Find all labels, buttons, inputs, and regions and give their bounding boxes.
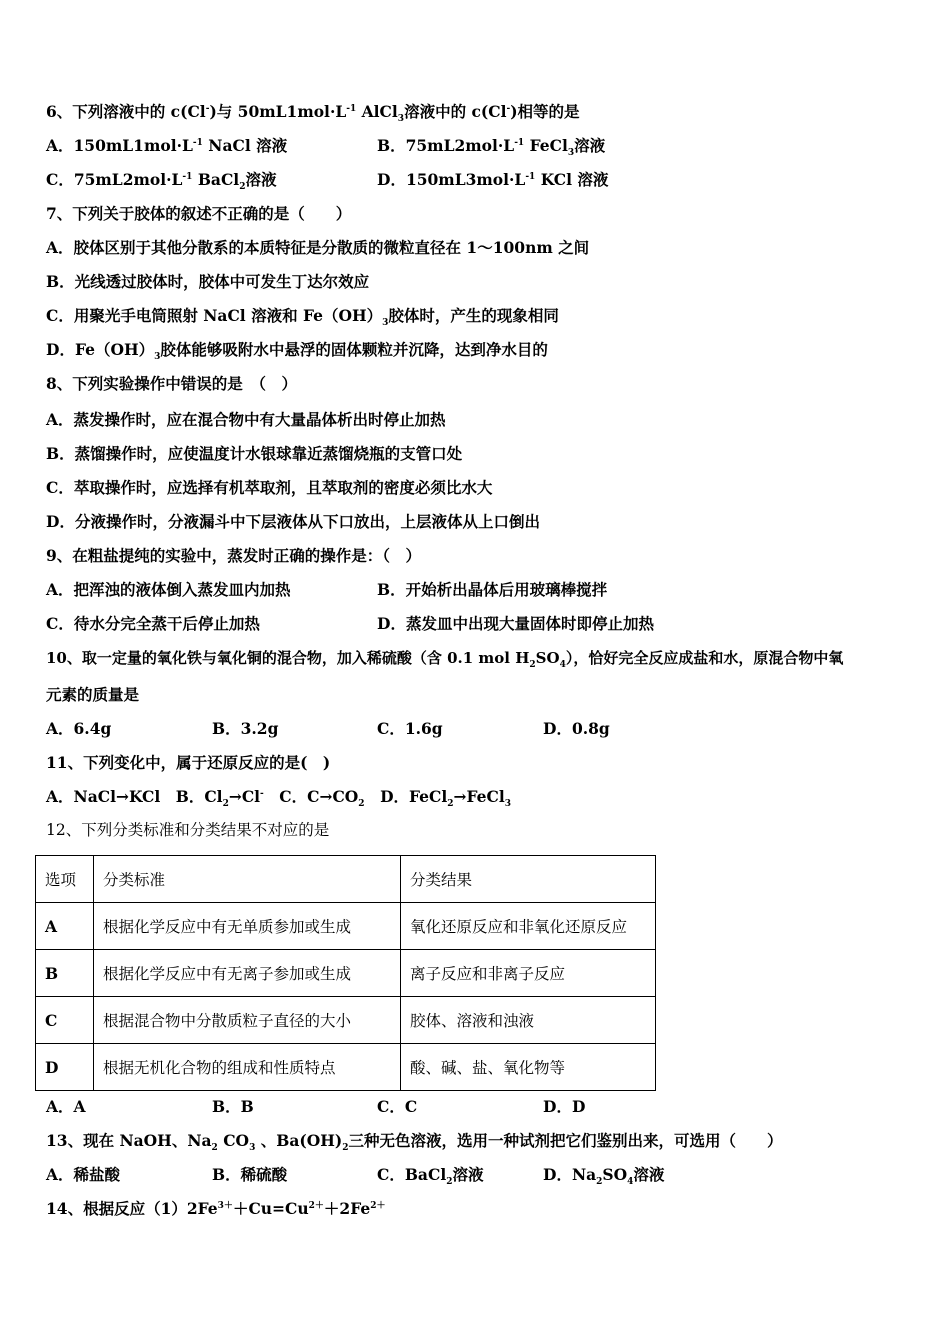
q6-option-a: A．$150mL1mol\cdot L^{-1}$ NaCl 溶液	[46, 136, 288, 155]
q13-option-d: D．$Na_2SO_4$溶液	[543, 1165, 665, 1188]
table-row	[36, 1044, 656, 1091]
q12-stem: 12、下列分类标准和分类结果不对应的是	[46, 821, 330, 839]
q9-option-b: B．开始析出晶体后用玻璃棒搅拌	[377, 580, 608, 599]
q10-option-b: B．3.2g	[212, 719, 279, 738]
q8-option-c: C．萃取操作时，应选择有机萃取剂，且萃取剂的密度必须比水大	[46, 478, 493, 497]
q8-option-b: B．蒸馏操作时，应使温度计水银球靠近蒸馏烧瓶的支管口处	[46, 444, 463, 463]
q12-option-d: D．D	[543, 1097, 586, 1116]
table-header-cell: 选项	[36, 856, 94, 903]
q6-option-b: B．$75mL2mol\cdot L^{-1}$ FeCl$_3$溶液	[377, 136, 606, 159]
q8-stem: 8、下列实验操作中错误的是 （ ）	[46, 374, 298, 393]
q8-option-d: D．分液操作时，分液漏斗中下层液体从下口放出，上层液体从上口倒出	[46, 512, 540, 531]
table-cell: C	[36, 997, 94, 1044]
q12-option-b: B．B	[212, 1097, 254, 1116]
q13-option-c: C．BaCl$_2$溶液	[377, 1165, 484, 1188]
table-cell: 离子反应和非离子反应	[401, 950, 656, 997]
q9-option-a: A．把浑浊的液体倒入蒸发皿内加热	[46, 580, 291, 599]
table-cell: 氧化还原反应和非氧化还原反应	[401, 903, 656, 950]
table-header-cell: 分类结果	[401, 856, 656, 903]
classification-table	[35, 855, 656, 1091]
q11-options: A．NaCl→KCl B．$Cl_2\to Cl^-$ C．$C\to CO_2$ D．FeCl$_2$→FeCl$_3$	[46, 787, 512, 810]
q11-stem: 11、下列变化中，属于还原反应的是( )	[46, 753, 331, 772]
q9-option-c: C．待水分完全蒸干后停止加热	[46, 614, 260, 633]
q10-option-d: D．0.8g	[543, 719, 610, 738]
q13-option-b: B．稀硫酸	[212, 1165, 288, 1184]
q13-option-a: A．稀盐酸	[46, 1165, 121, 1184]
table-header-row	[36, 856, 656, 903]
table-row	[36, 997, 656, 1044]
q7-option-c: C．用聚光手电筒照射 NaCl 溶液和 $Fe(OH)_3$胶体时，产生的现象相同	[46, 306, 559, 329]
q7-option-a: A．胶体区别于其他分散系的本质特征是分散质的微粒直径在 1～100nm 之间	[46, 238, 590, 257]
q8-option-a: A．蒸发操作时，应在混合物中有大量晶体析出时停止加热	[46, 410, 446, 429]
table-cell: 根据化学反应中有无离子参加或生成	[94, 950, 401, 997]
q13-stem: 13、现在 NaOH、$Na_2$ $CO_3$ 、$Ba(OH)_2$三种无色溶液，选用一种试剂把它们鉴别出来，可选用（ ）	[46, 1131, 783, 1154]
table-cell: A	[36, 903, 94, 950]
table-cell: 酸、碱、盐、氧化物等	[401, 1044, 656, 1091]
q6-option-d: D．$150mL3mol\cdot L^{-1}$ KCl 溶液	[377, 170, 609, 189]
q7-stem: 7、下列关于胶体的叙述不正确的是（ ）	[46, 204, 352, 223]
q12-option-a: A．A	[46, 1097, 86, 1116]
q10-stem-line1: 10、取一定量的氧化铁与氧化铜的混合物，加入稀硫酸（含 0.1 mol $H_2SO_4$），恰好完全反应成盐和水，原混合物中氧	[46, 649, 844, 670]
q10-option-c: C．1.6g	[377, 719, 443, 738]
q6-stem: 6、下列溶液中的 c(Cl-)与 $50mL1mol\cdot L^{-1}$ AlCl$_3$溶液中的 c(Cl-)相等的是	[46, 102, 580, 125]
table-cell: 根据混合物中分散质粒子直径的大小	[94, 997, 401, 1044]
table-cell: D	[36, 1044, 94, 1091]
q7-option-d: D．$Fe(OH)_3$胶体能够吸附水中悬浮的固体颗粒并沉降，达到净水目的	[46, 340, 548, 363]
q7-option-b: B．光线透过胶体时，胶体中可发生丁达尔效应	[46, 272, 370, 291]
q10-option-a: A．6.4g	[46, 719, 112, 738]
q9-stem: 9、在粗盐提纯的实验中，蒸发时正确的操作是：（ ）	[46, 546, 422, 565]
table-row	[36, 903, 656, 950]
table-cell: 根据化学反应中有无单质参加或生成	[94, 903, 401, 950]
table-row	[36, 950, 656, 997]
q14-stem: 14、根据反应$(1)2Fe^{3+}+Cu=Cu^{2+}+2Fe^{2+}$	[46, 1199, 386, 1218]
table-cell: 胶体、溶液和浊液	[401, 997, 656, 1044]
table-cell: B	[36, 950, 94, 997]
q9-option-d: D．蒸发皿中出现大量固体时即停止加热	[377, 614, 654, 633]
q12-option-c: C．C	[377, 1097, 418, 1116]
q6-option-c: C．$75mL2mol\cdot L^{-1}$ BaCl$_2$溶液	[46, 170, 277, 193]
table-header-cell: 分类标准	[94, 856, 401, 903]
q10-stem-line2: 元素的质量是	[46, 685, 140, 704]
table-cell: 根据无机化合物的组成和性质特点	[94, 1044, 401, 1091]
